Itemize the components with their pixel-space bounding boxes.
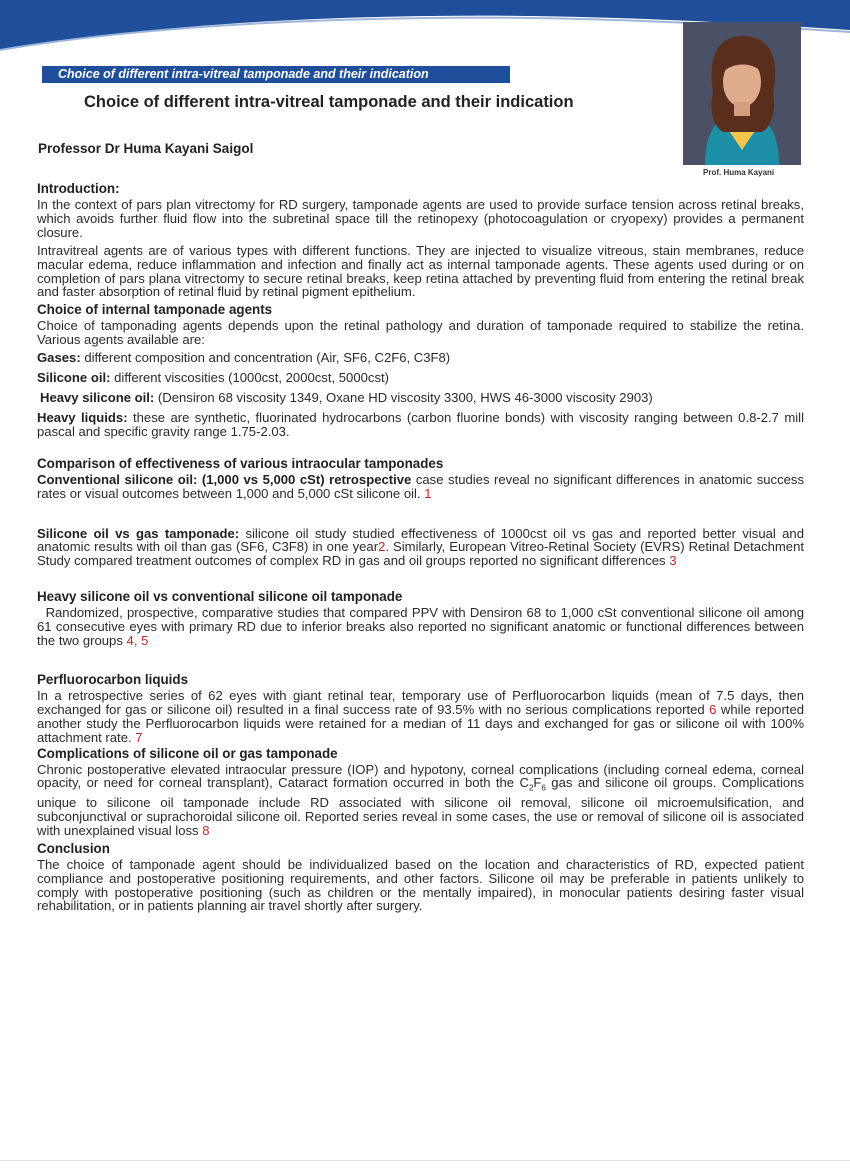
gases-line [37,351,804,365]
photo-caption: Prof. Huma Kayani [703,168,775,177]
article-body [37,180,808,914]
heading-pfcl: Perfluorocarbon liquids [37,671,189,687]
reference-4-5: 4, 5 [126,633,149,649]
gases-text: different composition and concentration (Air, SF6, C2F6, C3F8) [80,350,451,366]
bottom-rule [0,1160,850,1161]
heavy-liquids-label: Heavy liquids: [37,409,128,425]
heavy-silicone-label: Heavy silicone oil: [40,389,155,405]
complications-f: F [533,775,542,791]
silicone-text: different viscosities (1000cst, 2000cst, 5000cst) [110,370,389,386]
heading-comparison: Comparison of effectiveness of various intraocular tamponades [37,455,444,471]
reference-8: 8 [202,822,210,838]
heavy-liquids-line [37,411,804,439]
intro-paragraph-1: In the context of pars plan vitrectomy for RD surgery, tamponade agents are used to provide surface tension across retinal breaks, which avoids further fluid flow into the subretinal space till the retinopexy (photocoagulation or cryopexy) provides a permanent closure. [37,197,804,240]
conventional-text: case studies reveal no significant differences in anatomic success rates or visual outcomes between 1,000 and 5,000 cSt silicone oil. [37,471,804,501]
heading-conclusion: Conclusion [37,840,110,856]
choice-paragraph: Choice of tamponading agents depends upon the retinal pathology and duration of tamponade required to stabilize the retina. Various agents available are: [37,318,804,348]
heading-choice: Choice of internal tamponade agents [37,302,273,318]
author-name: Professor Dr Huma Kayani Saigol [38,141,254,156]
article-title: Choice of different intra-vitreal tamponade and their indication [84,93,574,111]
subscript-2: 2 [528,784,534,794]
complications-text-2: gas and silicone oil groups. Complications unique to silicone oil tamponade include RD associated with silicone oil removal, silicone oil microemulsification, and subconjunctival or suprachoroidal silicone oil. Reported series reveal in some cases, the use or removal of silicone oil is associated with unexplained visual loss [37,775,804,838]
pfcl-text-2: while reported another study the Perfluorocarbon liquids were retained for a median of 11 days and exchanged for gas or silicone oil with 100% attachment rate. [37,701,805,745]
banner-label: Choice of different intra-vitreal tamponade and their indication [58,67,429,81]
conclusion-paragraph: The choice of tamponade agent should be individualized based on the location and characteristics of RD, expected patient compliance and postoperative positioning requirements, and other factors. Silicone oil may be preferable in patients unlikely to comply with postoperative positioning (such as children or the mentally impaired), in monocular patients desiring faster visual rehabilitation, or in patients planning air travel shortly after surgery. [37,856,804,914]
heavy-vs-paragraph [37,605,808,649]
heavy-silicone-line [37,391,804,405]
conventional-label: Conventional silicone oil: (1,000 vs 5,000 cSt) retrospective [37,471,412,487]
reference-7: 7 [135,729,143,745]
silicone-vs-gas-paragraph [37,527,804,569]
reference-3: 3 [669,553,677,569]
silicone-vs-gas-text-1: silicone oil study studied effectiveness of 1000cst oil vs gas and reported better visual and anatomic results with oil than gas (SF6, C3F8) in one year [37,525,804,555]
heading-complications: Complications of silicone oil or gas tamponade [37,745,338,761]
pfcl-text-1: In a retrospective series of 62 eyes with giant retinal tear, temporary use of Perfluorocarbon liquids (mean of 7.5 days, then exchanged for gas or silicone oil) resulted in a final success rate of 93.5% with no serious complications reported [37,687,804,717]
author-photo [683,22,801,165]
heavy-liquids-text: these are synthetic, fluorinated hydrocarbons (carbon fluorine bonds) with viscosity ranging between 0.8-2.7 mill pascal and specific gravity range 1.75-2.03. [37,409,804,439]
silicone-vs-gas-text-2: . Similarly, European Vitreo-Retinal Society (EVRS) Retinal Detachment Study compared treatment outcomes of complex RD in gas and oil groups reported no significant differences [37,539,805,569]
pfcl-paragraph [37,689,804,745]
reference-6: 6 [709,701,717,717]
reference-2: 2 [378,539,386,555]
complications-paragraph [37,763,804,838]
reference-1: 1 [424,485,432,501]
heading-introduction: Introduction: [37,181,120,196]
conventional-paragraph [37,473,804,501]
heavy-silicone-text: (Densiron 68 viscosity 1349, Oxane HD viscosity 3300, HWS 46-3000 viscosity 2903) [154,389,653,405]
heavy-vs-text: Randomized, prospective, comparative studies that compared PPV with Densiron 68 to 1,000 cSt conventional silicone oil among 61 consecutive eyes with primary RD due to inferior breaks also reported no significant anatomic or functional differences between the two groups [37,605,808,649]
heading-heavy-vs-conventional: Heavy silicone oil vs conventional silicone oil tamponade [37,589,403,605]
complications-text-1: Chronic postoperative elevated intraocular pressure (IOP) and hypotony, corneal complications (including corneal edema, corneal opacity, or need for corneal transplant), Cataract formation occurred in both the C [37,761,804,791]
gases-label: Gases: [37,350,81,366]
subscript-6: 6 [541,784,546,794]
silicone-vs-gas-label: Silicone oil vs gas tamponade: [37,525,240,541]
intro-paragraph-2: Intravitreal agents are of various types with different functions. They are injected to visualize vitreous, stain membranes, reduce macular edema, reduce inflammation and infection and finally act as internal tamponade agents. These agents used during or on completion of pars plana vitrectomy to secure retinal breaks, keep retina attached by preventing fluid from entering the retinal break and faster absorption of retinal fluid by retinal pigment epithelium. [37,242,804,300]
silicone-label: Silicone oil: [37,370,111,386]
silicone-line [37,371,804,385]
